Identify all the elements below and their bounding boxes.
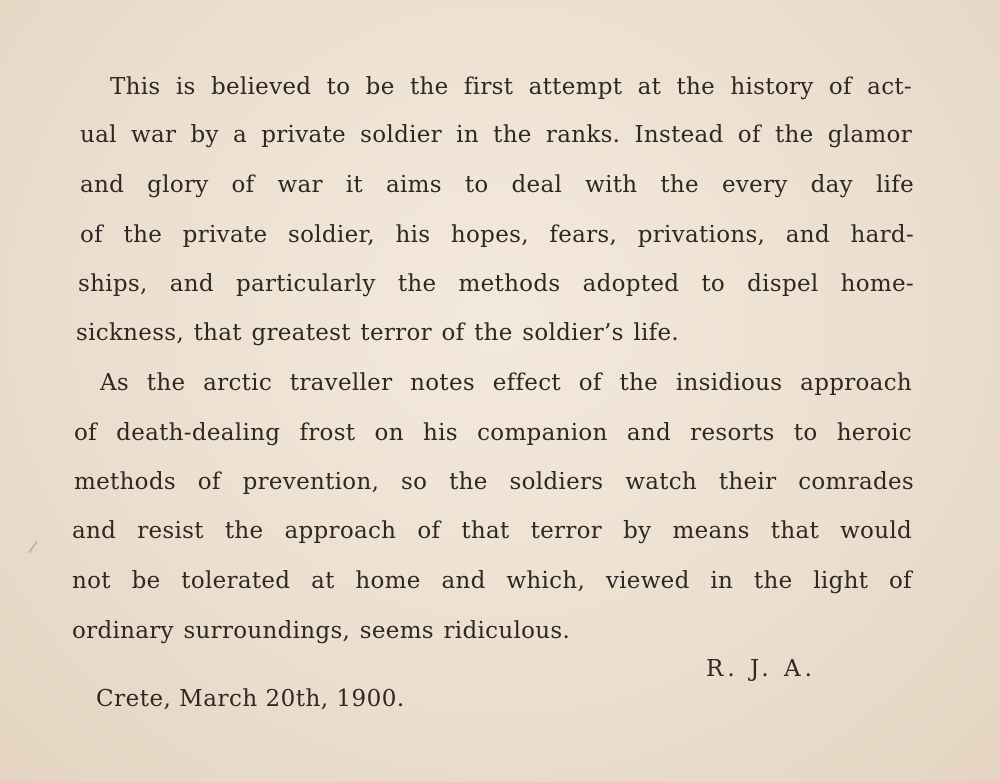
paper-mark <box>28 541 38 554</box>
preface-line: not be tolerated at home and which, viewed in the light of <box>72 568 912 594</box>
preface-line: and glory of war it aims to deal with the every day life <box>80 172 914 198</box>
preface-line: sickness, that greatest terror of the soldier’s life. <box>76 320 680 346</box>
preface-line: of death-dealing frost on his companion and resorts to heroic <box>74 420 912 446</box>
preface-line: As the arctic traveller notes effect of the insidious approach <box>100 370 912 396</box>
preface-line: and resist the approach of that terror by means that would <box>72 518 912 544</box>
author-initials: R. J. A. <box>706 656 816 682</box>
preface-line: ordinary surroundings, seems ridiculous. <box>72 618 571 644</box>
preface-line: methods of prevention, so the soldiers watch their comrades <box>74 469 914 495</box>
dateline: Crete, March 20th, 1900. <box>96 686 405 712</box>
preface-line: ships, and particularly the methods adopted to dispel home- <box>78 271 914 297</box>
preface-line: of the private soldier, his hopes, fears, privations, and hard- <box>80 222 914 248</box>
preface-line: This is believed to be the first attempt at the history of act- <box>110 74 912 100</box>
preface-line: ual war by a private soldier in the ranks. Instead of the glamor <box>80 122 912 148</box>
